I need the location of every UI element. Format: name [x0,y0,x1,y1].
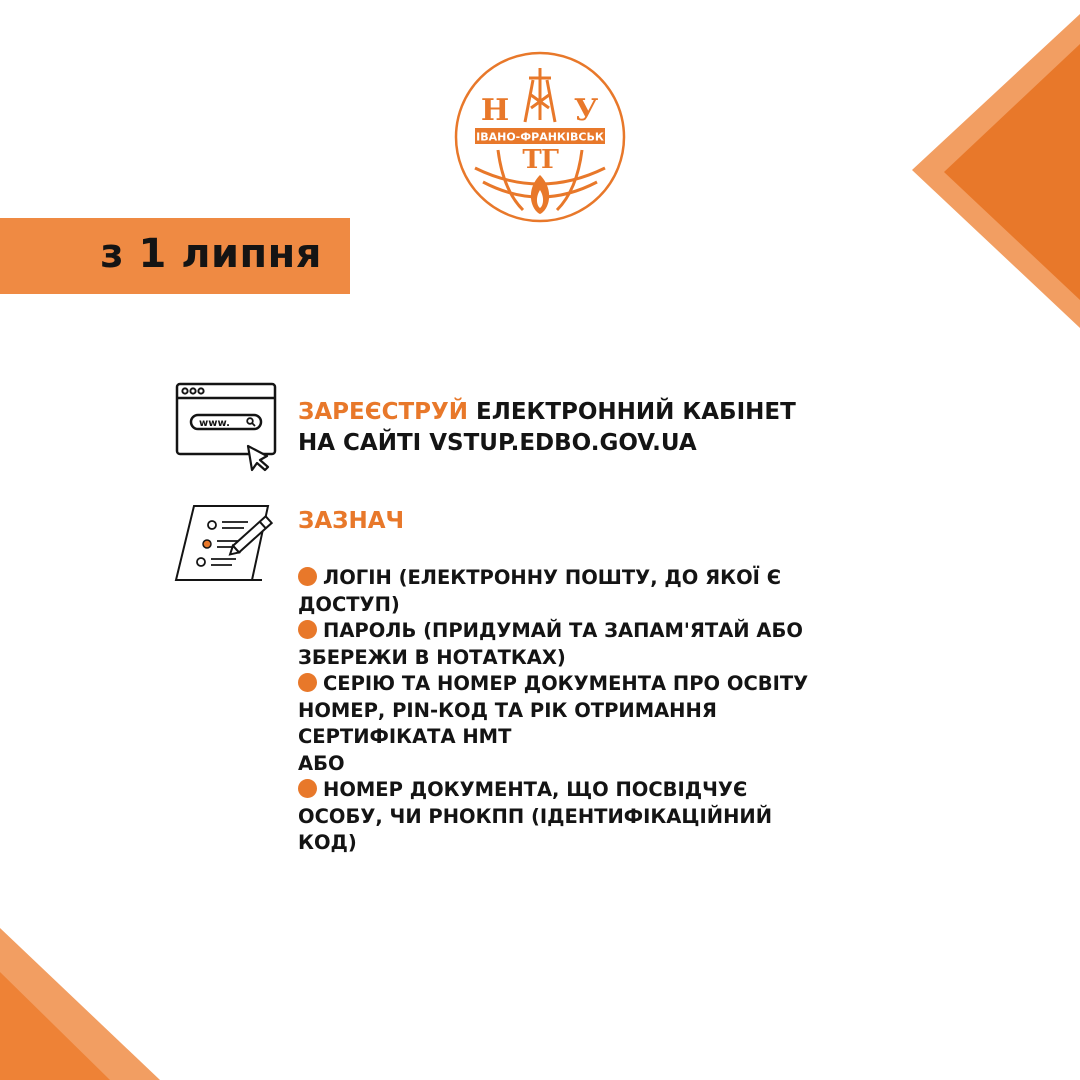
logo-letter-u: У [573,93,599,128]
browser-www-icon [172,378,282,476]
list-item: НОМЕР ДОКУМЕНТА, ЩО ПОСВІДЧУЄ ОСОБУ, ЧИ РНОКПП (ІДЕНТИФІКАЦІЙНИЙ КОД) [298,778,773,854]
form-checklist-pen-icon [172,502,284,586]
list-item: СЕРІЮ ТА НОМЕР ДОКУМЕНТА ПРО ОСВІТУ [298,671,818,698]
list-item: ЛОГІН (ЕЛЕКТРОННУ ПОШТУ, ДО ЯКОЇ Є ДОСТУП) [298,566,782,616]
logo-city: ІВАНО-ФРАНКІВСЬК [476,130,604,144]
bullet-icon [298,779,317,798]
step1-text [298,397,898,459]
university-logo-icon [453,50,627,224]
date-text: з 1 липня [100,231,322,277]
logo-letter-t: Т [522,145,542,175]
list-item: НОМЕР, PIN-КОД ТА РІК ОТРИМАННЯ СЕРТИФІКАТА НМТ [298,698,717,748]
register-highlight: ЗАРЕЄСТРУЙ [298,399,468,425]
date-banner [0,218,350,294]
step1-line1-rest: ЕЛЕКТРОННИЙ КАБІНЕТ [468,399,796,425]
list-item: АБО [298,751,345,775]
logo-letter-n: Н [480,93,510,128]
step2-title: ЗАЗНАЧ [298,508,405,534]
bullet-icon [298,567,317,586]
list-item: ПАРОЛЬ (ПРИДУМАЙ ТА ЗАПАМ'ЯТАЙ АБО ЗБЕРЕЖИ В НОТАТКАХ) [298,619,803,669]
step1-line2: НА САЙТІ VSTUP.EDBO.GOV.UA [298,430,697,456]
www-text: www. [199,418,230,429]
requirements-list [298,565,818,857]
bullet-icon [298,620,317,639]
logo-letter-g: Г [541,145,559,175]
bullet-icon [298,673,317,692]
